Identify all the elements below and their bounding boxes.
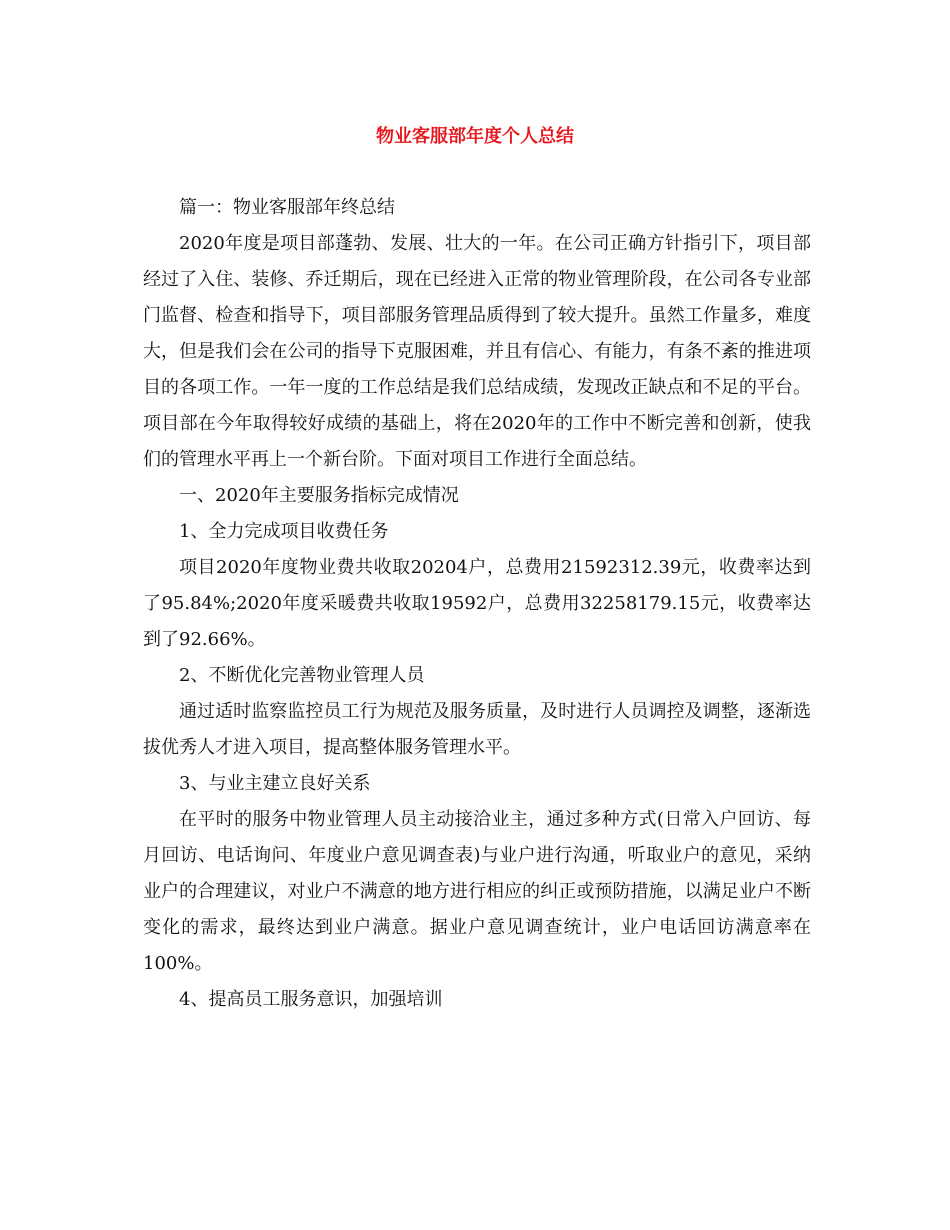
body-paragraph: 通过适时监察监控员工行为规范及服务质量，及时进行人员调控及调整，逐渐选拔优秀人才进入项目，提高整体服务管理水平。: [143, 701, 811, 758]
document-body: [143, 190, 811, 1018]
subsection-heading: 3、与业主建立良好关系: [179, 773, 371, 794]
subsection-heading: 4、提高员工服务意识，加强培训: [179, 989, 443, 1010]
subsection-heading: 2、不断优化完善物业管理人员: [179, 665, 425, 686]
body-paragraph: 2020年度是项目部蓬勃、发展、壮大的一年。在公司正确方针指引下，项目部经过了入住、装修、乔迁期后，现在已经进入正常的物业管理阶段，在公司各专业部门监督、检查和指导下，项目部服务管理品质得到了较大提升。虽然工作量多，难度大，但是我们会在公司的指导下克服困难，并且有信心、有能力，有条不紊的推进项目的各项工作。一年一度的工作总结是我们总结成绩，发现改正缺点和不足的平台。项目部在今年取得较好成绩的基础上，将在2020年的工作中不断完善和创新，使我们的管理水平再上一个新台阶。下面对项目工作进行全面总结。: [143, 233, 811, 470]
section-heading: 一、2020年主要服务指标完成情况: [179, 485, 459, 506]
body-paragraph: 项目2020年度物业费共收取20204户，总费用21592312.39元，收费率达到了95.84%;2020年度采暖费共收取19592户，总费用32258179.15元，收费率达到了92.66%。: [143, 557, 811, 650]
section-heading: 篇一：物业客服部年终总结: [179, 197, 395, 218]
subsection-heading: 1、全力完成项目收费任务: [179, 521, 389, 542]
document-title: 物业客服部年度个人总结: [376, 126, 574, 147]
body-paragraph: 在平时的服务中物业管理人员主动接洽业主，通过多种方式(日常入户回访、每月回访、电话询问、年度业户意见调查表)与业户进行沟通，听取业户的意见，采纳业户的合理建议，对业户不满意的地方进行相应的纠正或预防措施，以满足业户不断变化的需求，最终达到业户满意。据业户意见调查统计，业户电话回访满意率在100%。: [143, 809, 811, 974]
